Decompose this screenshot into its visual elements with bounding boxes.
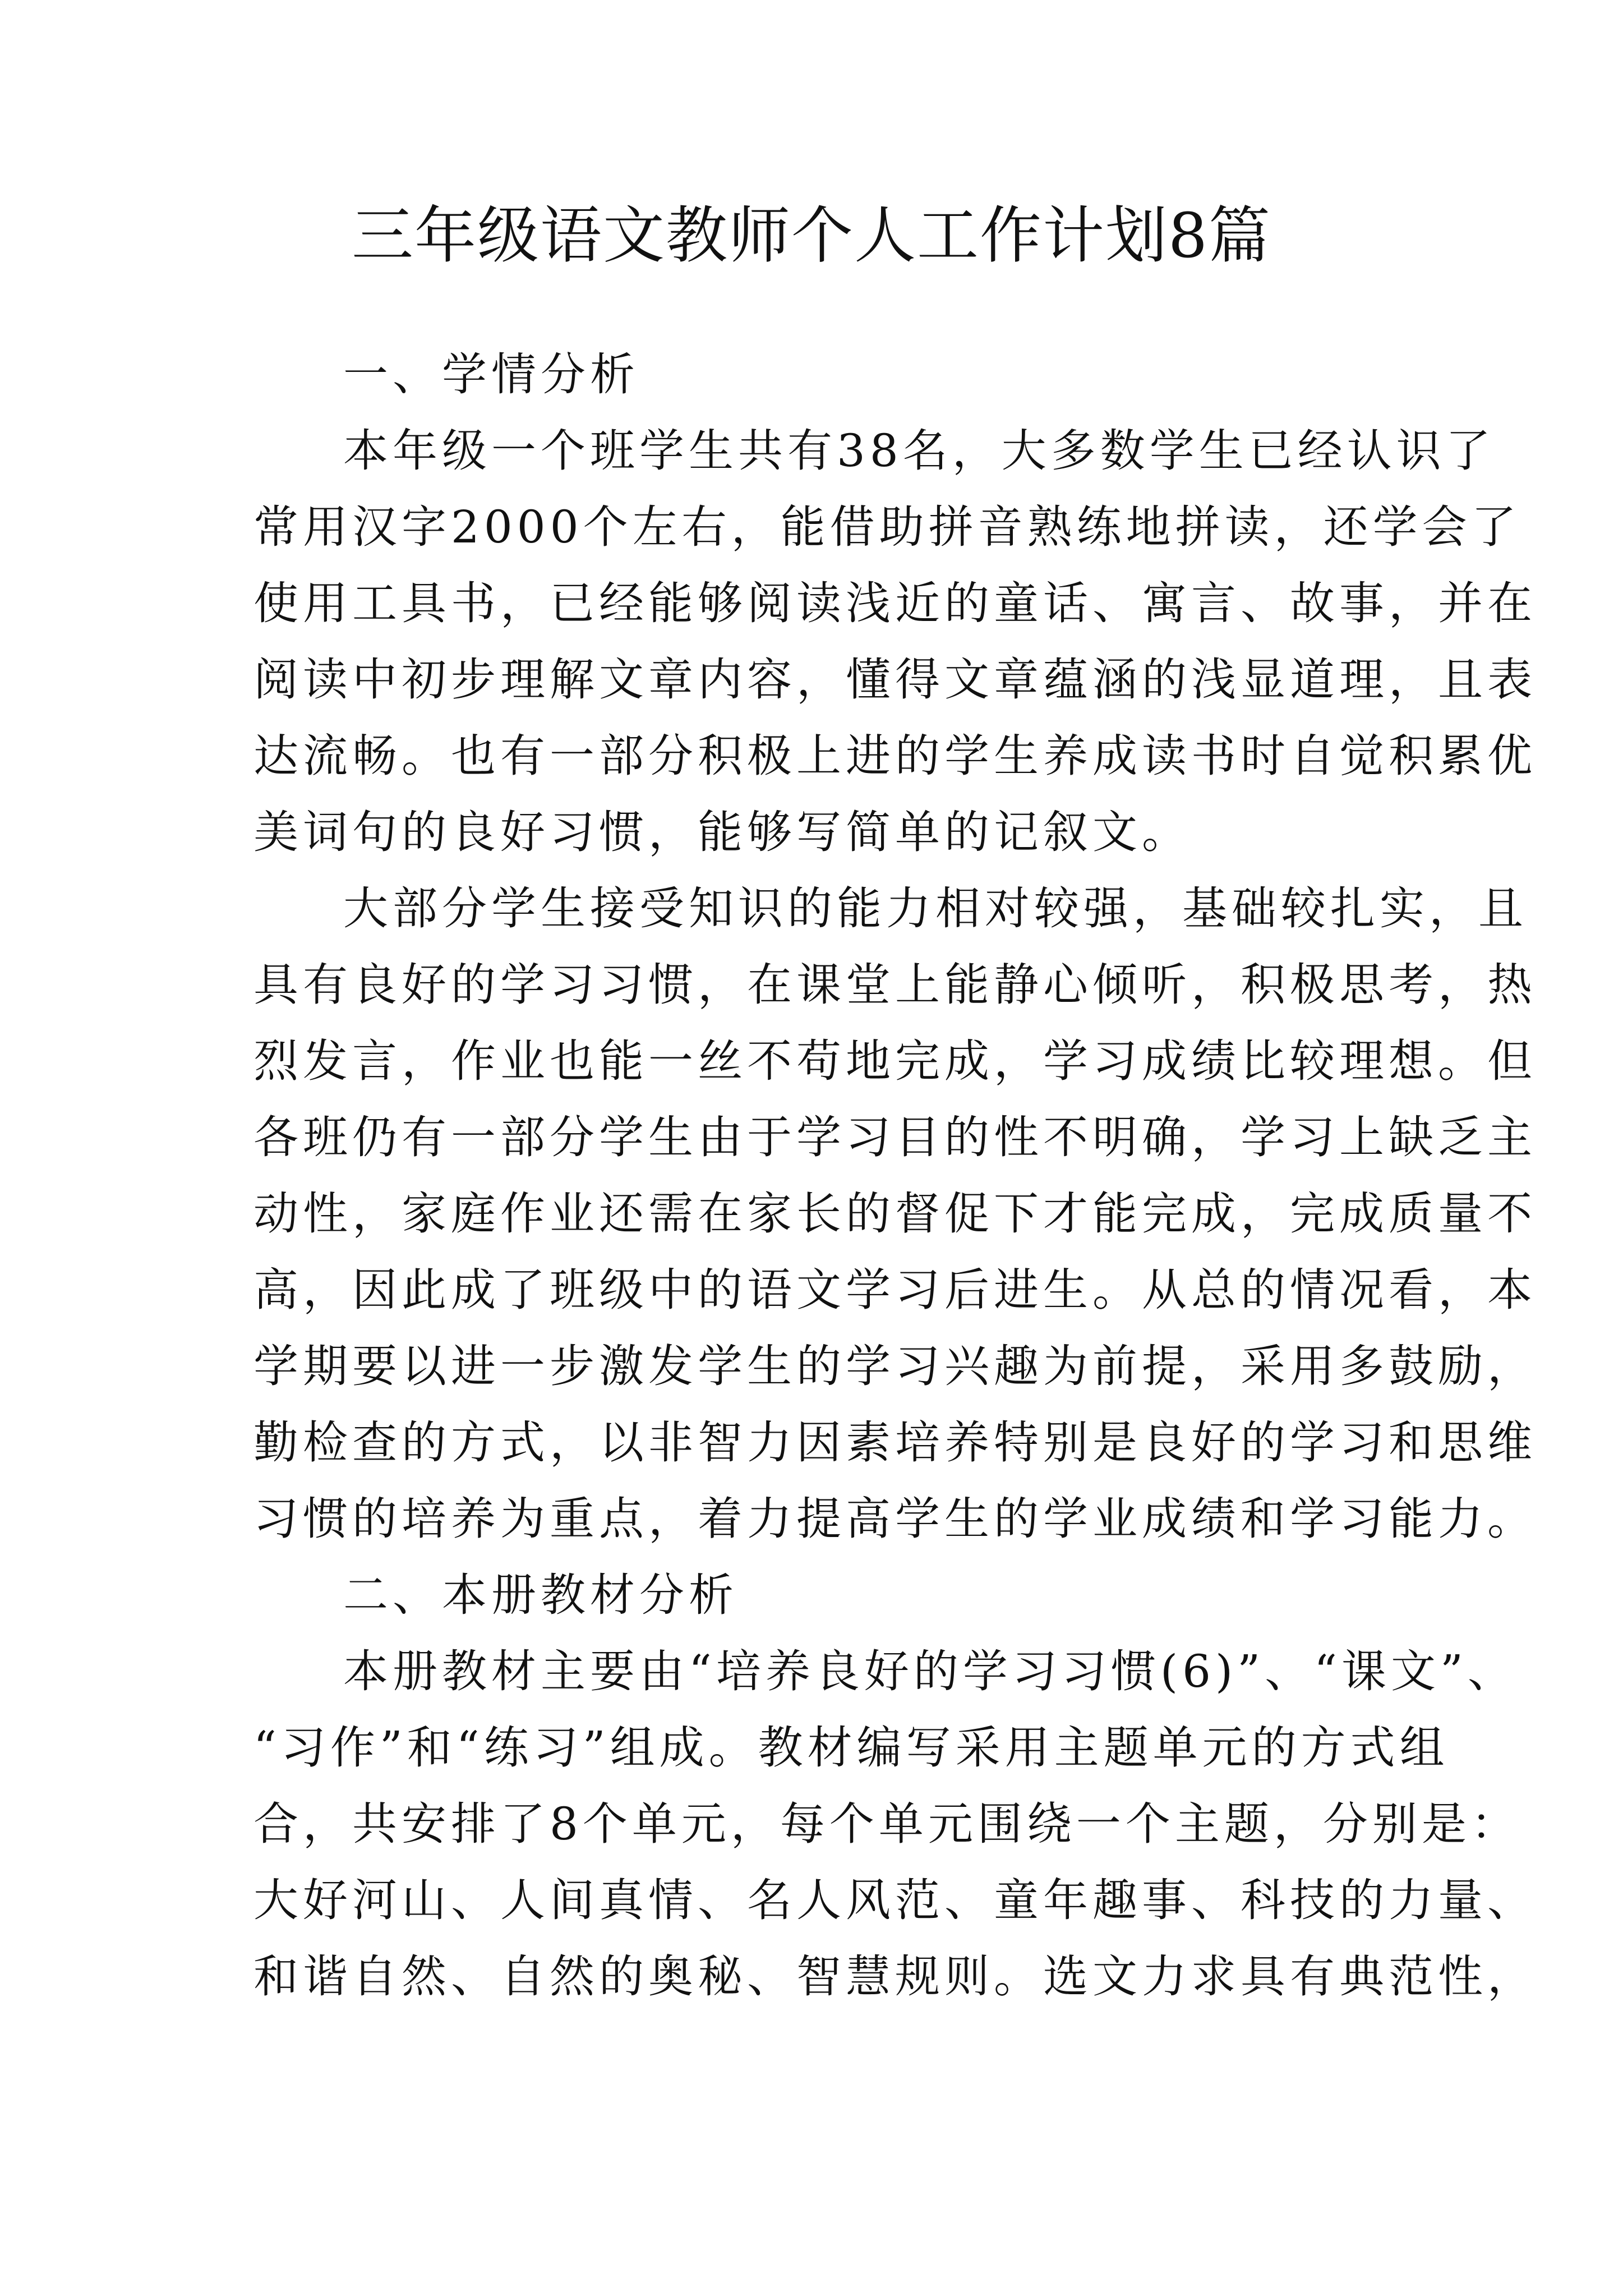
paragraph-line: 和谐自然、自然的奥秘、智慧规则。选文力求具有典范性， [253, 1950, 1537, 2003]
paragraph-line: 本册教材主要由“培养良好的学习习惯(6)”、“课文”、 [343, 1645, 1517, 1697]
paragraph-line: 大部分学生接受知识的能力相对较强，基础较扎实，且 [343, 882, 1528, 935]
paragraph-line: 具有良好的学习习惯，在课堂上能静心倾听，积极思考，热 [253, 959, 1537, 1011]
paragraph-line: 学期要以进一步激发学生的学习兴趣为前提，采用多鼓励， [253, 1340, 1537, 1392]
paragraph-line: 大好河山、人间真情、名人风范、童年趣事、科技的力量、 [253, 1874, 1537, 1926]
paragraph-line: 使用工具书，已经能够阅读浅近的童话、寓言、故事，并在 [253, 577, 1537, 629]
paragraph-line: 勤检查的方式，以非智力因素培养特别是良好的学习和思维 [253, 1416, 1537, 1469]
paragraph-line: 达流畅。也有一部分积极上进的学生养成读书时自觉积累优 [253, 730, 1537, 782]
paragraph-line: 本年级一个班学生共有38名，大多数学生已经认识了 [343, 425, 1495, 477]
document-title: 三年级语文教师个人工作计划8篇 [352, 200, 1271, 272]
paragraph-line: 各班仍有一部分学生由于学习目的性不明确，学习上缺乏主 [253, 1111, 1537, 1163]
paragraph-line: 高，因此成了班级中的语文学习后进生。从总的情况看，本 [253, 1264, 1537, 1316]
paragraph-line: 动性，家庭作业还需在家长的督促下才能完成，完成质量不 [253, 1188, 1537, 1240]
paragraph-line: 合，共安排了8个单元，每个单元围绕一个主题，分别是： [253, 1798, 1520, 1850]
document-body [253, 337, 1537, 2015]
paragraph-line: 美词句的良好习惯，能够写简单的记叙文。 [253, 806, 1191, 858]
paragraph-line: 习惯的培养为重点，着力提高学生的学业成绩和学习能力。 [253, 1493, 1537, 1545]
paragraph-line: 常用汉字2000个左右，能借助拼音熟练地拼读，还学会了 [253, 501, 1521, 553]
section-heading-textbook-analysis: 二、本册教材分析 [343, 1569, 738, 1621]
paragraph-line: 阅读中初步理解文章内容，懂得文章蕴涵的浅显道理，且表 [253, 654, 1537, 706]
section-heading-learning-analysis: 一、学情分析 [343, 348, 639, 401]
paragraph-line: “习作”和“练习”组成。教材编写采用主题单元的方式组 [253, 1722, 1449, 1774]
paragraph-line: 烈发言，作业也能一丝不苟地完成，学习成绩比较理想。但 [253, 1035, 1537, 1087]
